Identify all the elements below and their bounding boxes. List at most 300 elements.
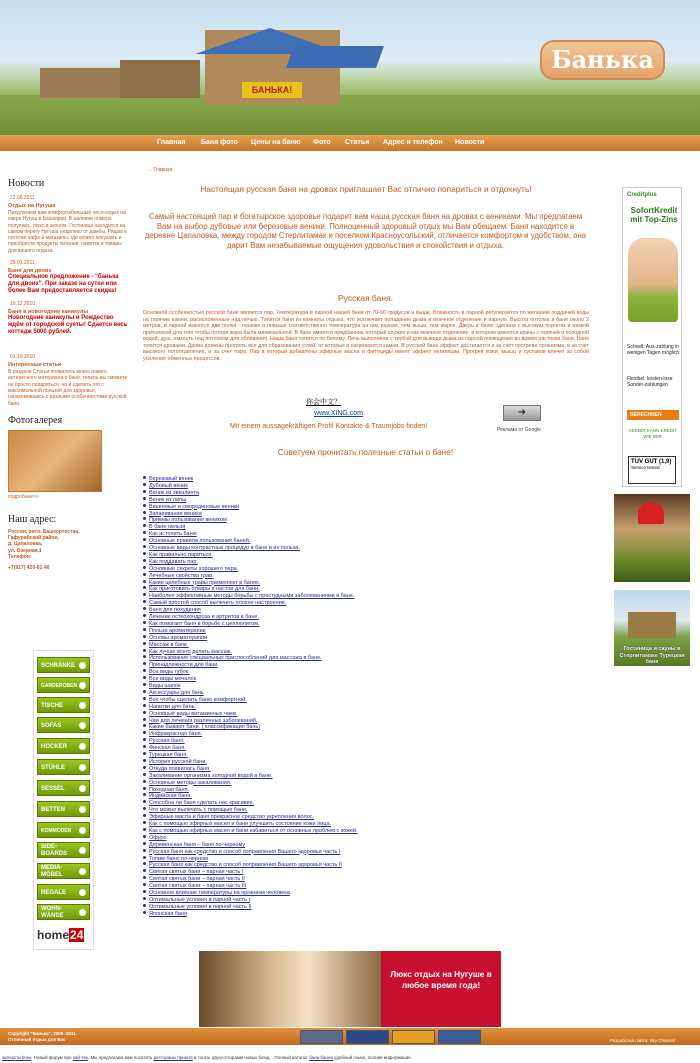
- article-link-label: Лечение остеохондроза и артритов в бане.: [149, 614, 259, 620]
- bullet-icon: [143, 662, 146, 665]
- arrow-icon: [79, 764, 86, 771]
- nav-item-prices[interactable]: Цены на баню: [251, 139, 301, 146]
- article-link[interactable]: [143, 600, 286, 606]
- article-link-label: Как истопить баню: [149, 531, 197, 538]
- article-link[interactable]: [143, 635, 207, 641]
- article-link-label: Индийская баня.: [149, 793, 192, 800]
- article-link[interactable]: [143, 890, 290, 896]
- news-heading: Новости: [8, 178, 45, 189]
- bullet-icon: [143, 573, 146, 576]
- ad-button-label: BETTEN: [41, 807, 65, 813]
- article-link[interactable]: [143, 766, 211, 772]
- article-link-label: Какие целебные травы применяют в банях.: [149, 579, 261, 586]
- article-link[interactable]: [143, 814, 314, 820]
- bullet-icon: [143, 545, 146, 548]
- arrow-icon: [79, 722, 86, 729]
- news-date: 25.01.2011: [10, 260, 35, 267]
- article-link[interactable]: [143, 552, 213, 558]
- counter-badge[interactable]: [392, 1030, 435, 1044]
- article-link[interactable]: [143, 593, 354, 599]
- main-nav: [0, 135, 700, 153]
- article-link[interactable]: [143, 856, 208, 862]
- article-link[interactable]: [143, 580, 260, 586]
- article-link[interactable]: [143, 752, 188, 758]
- ad-text-xing: Mit einem aussagekräftigen Profil Kontakte & Traumjobs finden!: [230, 423, 428, 430]
- article-link-label: Все виды губок.: [149, 669, 190, 676]
- arrow-icon: [79, 868, 86, 875]
- bullet-icon: [143, 869, 146, 872]
- article-link-label: Виды шапок: [149, 683, 181, 689]
- bullet-icon: [143, 856, 146, 859]
- bottom-links: [2, 1055, 411, 1060]
- article-link[interactable]: [143, 621, 260, 627]
- article-link[interactable]: [143, 614, 259, 620]
- article-link-label: Офуро: [149, 834, 167, 841]
- arrow-icon: [79, 743, 86, 750]
- ad-button-label: MEDIA-MÖBEL: [41, 865, 63, 878]
- bullet-icon: [143, 649, 146, 652]
- bullet-icon: [143, 890, 146, 893]
- article-link-label: Откуда появилась баня.: [149, 765, 211, 772]
- article-link-label: Святая святых бани – парная часть III: [149, 883, 247, 890]
- bullet-icon: [143, 773, 146, 776]
- ad-button-label: STÜHLE: [41, 765, 65, 771]
- bullet-icon: [143, 883, 146, 886]
- article-link[interactable]: [143, 531, 197, 537]
- arrow-icon: [79, 806, 86, 813]
- article-link[interactable]: [143, 586, 260, 592]
- article-link-label: Как помогает баня в борьбе с целлюлитом.: [149, 620, 260, 627]
- bullet-icon: [143, 538, 146, 541]
- article-link-label: Основы ароматерапии: [149, 634, 208, 641]
- calculate-button[interactable]: BERECHNEN: [627, 410, 679, 420]
- ad-button-label: WOHN-WÄNDE: [41, 906, 64, 919]
- bullet-icon: [143, 724, 146, 727]
- ad-button-betten[interactable]: [37, 801, 90, 817]
- article-link-label: Вишневые и смородиновые веники: [149, 503, 240, 510]
- ad-button-label: REGALE: [41, 890, 67, 896]
- bullet-icon: [143, 759, 146, 762]
- ad-button-garderoben[interactable]: [37, 677, 90, 693]
- banner-text: Люкс отдых на Нугуше в любое время года!: [381, 951, 501, 1027]
- bullet-icon: [143, 711, 146, 714]
- arrow-icon: [79, 702, 86, 709]
- header-roof-side: [286, 46, 384, 68]
- ad-button-hocker[interactable]: [37, 738, 90, 754]
- bullet-icon: [143, 504, 146, 507]
- ad-slogan: KEINER KANN KREDIT WIE WIR.: [628, 428, 678, 439]
- bullet-icon: [143, 524, 146, 527]
- article-link[interactable]: [143, 628, 206, 634]
- bullet-icon: [143, 600, 146, 603]
- article-link-label: Веник из эвкалипта: [149, 489, 199, 496]
- bullet-icon: [143, 628, 146, 631]
- bullet-icon: [143, 614, 146, 617]
- nav-item-photo[interactable]: Фото: [313, 139, 331, 146]
- bottom-link[interactable]: запчасти bmw: [2, 1055, 32, 1060]
- article-link-label: В бане нельзя: [149, 524, 186, 531]
- article-link-label: Финская баня.: [149, 745, 186, 752]
- ad-button-label: GARDEROBEN: [41, 683, 78, 689]
- bullet-icon: [143, 897, 146, 900]
- header-banner: [0, 0, 700, 135]
- article-link[interactable]: [143, 862, 342, 868]
- hotel-caption: Гостиница и сауны в Стерлитамаке Турецкая баня: [619, 646, 685, 665]
- news-text: Специальное предложение - "банька для двоих". При заказе на сутки или более Вам предоставляется скидка!: [8, 274, 119, 295]
- gallery-more-link[interactable]: подробнее>>: [8, 493, 39, 500]
- article-link[interactable]: [143, 911, 187, 917]
- counter-badge[interactable]: [300, 1030, 343, 1044]
- article-link[interactable]: [143, 490, 199, 496]
- articles-heading: Советуем прочитать полезные статьи о бане!: [277, 447, 454, 457]
- creditplus-ad[interactable]: [622, 187, 682, 487]
- bullet-icon: [143, 580, 146, 583]
- article-link[interactable]: [143, 517, 227, 523]
- santa-hat: [638, 502, 664, 524]
- ad-button-label: HOCKER: [41, 744, 68, 750]
- article-link-label: Веник из липы: [149, 496, 187, 503]
- news-date: 01.10.2010: [10, 354, 36, 361]
- intro-text: Самый настоящий пар и богатырское здоровье подарит вам наша русская баня на дровах с вениками. Мы предлагаем Вам на выбор дубовые или березовые веники. Полноценный здоровый отдых мы Вам обещаем. Баня находится в деревне Цапаловка, между городом Стерлитамак и поселком Красноусольский, отличается комфортом и удобством, она дарит Вам незабываемые ощущения удовольствия и спокойствия и отдыха.: [144, 212, 587, 250]
- address-heading: Наш адрес:: [8, 513, 57, 525]
- article-link-label: Использование специальных приспособлений для массажа в бане.: [149, 655, 322, 662]
- bullet-icon: [143, 497, 146, 500]
- article-link[interactable]: [143, 759, 207, 765]
- article-link[interactable]: [143, 662, 217, 668]
- article-link-label: Как лучше всего делать массаж.: [149, 648, 232, 655]
- article-link[interactable]: [143, 545, 300, 551]
- header-shed: [120, 60, 200, 98]
- article-link-label: Основные правила пользования баней.: [149, 538, 251, 545]
- bullet-icon: [143, 531, 146, 534]
- article-link[interactable]: [143, 849, 340, 855]
- ad-button-kommoden[interactable]: [37, 822, 90, 838]
- article-link[interactable]: [143, 697, 247, 703]
- ad-button-label: SESSEL: [41, 786, 65, 792]
- bullet-icon: [143, 621, 146, 624]
- article-link[interactable]: [143, 676, 196, 682]
- tuv-badge: [628, 456, 676, 484]
- bottom-link[interactable]: хай-тек: [72, 1055, 88, 1060]
- article-link-label: Аксессуары для бань: [149, 689, 204, 696]
- bullet-icon: [143, 835, 146, 838]
- ad-button-sideboards[interactable]: [37, 842, 90, 858]
- article-link[interactable]: [143, 745, 186, 751]
- ad-headline: SofortKredit mit Top-Zins: [630, 206, 678, 224]
- ad-feature: Flexibel: kosten-lose Sonder-zahlungen: [627, 376, 673, 388]
- article-link-label: Принадлежности для бани: [149, 662, 218, 669]
- article-link[interactable]: [143, 876, 245, 882]
- bullet-icon: [143, 800, 146, 803]
- article-link[interactable]: [143, 883, 246, 889]
- article-link-label: Эфирные масла и баня прекрасное средство укрепления волос.: [149, 814, 315, 821]
- nav-item-home[interactable]: Главная: [157, 139, 186, 146]
- arrow-icon: [79, 662, 86, 669]
- article-link[interactable]: [143, 511, 202, 517]
- article-link[interactable]: [143, 704, 196, 710]
- article-link[interactable]: [143, 828, 358, 834]
- bottom-text: и тогать двухсотгорамм новых блюд. . Полный каталог: [192, 1055, 310, 1060]
- bullet-icon: [143, 876, 146, 879]
- article-link-label: История русской бани.: [149, 758, 207, 765]
- article-link[interactable]: [143, 669, 190, 675]
- news-text: В разделе Статьи появилось много нового интересного материала о бане, теперь вы сможете не просто попариться, но и сделать это с максимальной пользой для здоровья, ознакомившись с разными особенностями русской бани.: [8, 369, 128, 407]
- bullet-icon: [143, 807, 146, 810]
- article-link[interactable]: [143, 559, 198, 565]
- ad-feature: Schnell: Aus-zahlung in wenigen Tagen möglich: [627, 344, 680, 356]
- article-link-label: Деревенская баня – баня по-черному: [149, 841, 246, 848]
- article-link-label: Все виды мочалок: [149, 676, 197, 683]
- google-ads-label[interactable]: Реклама от Google: [497, 427, 541, 433]
- ad-button-label: SIDE-BOARDS: [41, 844, 68, 857]
- bullet-icon: [143, 697, 146, 700]
- bullet-icon: [143, 704, 146, 707]
- section-heading: Русская баня.: [338, 293, 393, 303]
- bottom-text: . Новый форум про: [31, 1055, 73, 1060]
- article-link-label: Березовый веник: [149, 476, 194, 482]
- article-link[interactable]: [143, 690, 204, 696]
- bottom-text: удобный поиск, полная информация: [332, 1055, 411, 1060]
- article-link-label: Дубовый веник: [149, 482, 188, 489]
- bullet-icon: [143, 718, 146, 721]
- ad-button-sofas[interactable]: [37, 717, 90, 733]
- article-link-label: Русская баня как средство и способ поправления Вашего здоровья часть II: [149, 862, 342, 869]
- address-line: Гафурийский район,: [8, 535, 59, 542]
- article-link[interactable]: [143, 842, 245, 848]
- article-link[interactable]: [143, 483, 188, 489]
- hotel-sauna-image[interactable]: [614, 590, 690, 666]
- bullet-icon: [143, 828, 146, 831]
- article-link-label: Наиболее эффективные методы борьбы с простудными заболеваниями в бане.: [149, 593, 355, 600]
- article-link[interactable]: [143, 904, 252, 910]
- news-title[interactable]: Интересные статьи: [8, 362, 62, 369]
- ad-link-xing[interactable]: www.XING.com: [314, 410, 364, 417]
- news-text: Новогодние каникулы и Рождество ждём от городской суеты! Сдается весь коттедж 5000 рублей.: [8, 315, 128, 336]
- article-link-label: Польза ароматерапии: [149, 627, 206, 634]
- news-date: 15.12.2010: [10, 301, 36, 308]
- home24-ad[interactable]: [33, 650, 94, 950]
- bullet-icon: [143, 517, 146, 520]
- article-link-label: Оптимальные условия в парной часть I: [149, 896, 250, 903]
- bullet-icon: [143, 793, 146, 796]
- bullet-icon: [143, 862, 146, 865]
- copyright: [8, 1031, 76, 1043]
- article-link-label: Массаж в бане.: [149, 641, 189, 648]
- news-date: 22.06.2011: [10, 195, 35, 201]
- article-link-label: Русская баня.: [149, 738, 185, 745]
- article-link-label: Как приготовить отвары и настои для бани.: [149, 586, 260, 593]
- nav-item-address[interactable]: Адрес и телефон: [383, 139, 443, 146]
- article-link[interactable]: [143, 524, 185, 530]
- article-link-label: Как с помощью эфирных масел и бани улучшить состояние кожи лица.: [149, 821, 332, 827]
- article-link[interactable]: [143, 538, 250, 544]
- article-link[interactable]: [143, 724, 260, 730]
- bullet-icon: [143, 586, 146, 589]
- bullet-icon: [143, 731, 146, 734]
- article-link[interactable]: [143, 780, 231, 786]
- bullet-icon: [143, 566, 146, 569]
- article-link[interactable]: [143, 649, 232, 655]
- copyright-line: Отличный отдых для Вас: [8, 1037, 66, 1042]
- bullet-icon: [143, 745, 146, 748]
- ad-button-schraenke[interactable]: [37, 657, 90, 673]
- article-link[interactable]: [143, 607, 201, 613]
- phone-number: +7(917) 420-81-40: [8, 565, 50, 572]
- article-link[interactable]: [143, 793, 192, 799]
- bullet-icon: [143, 911, 146, 914]
- ad-button-label: TISCHE: [41, 703, 64, 709]
- article-link-label: Японская баня: [149, 910, 187, 917]
- tuv-rating: TÜV GUT (1,9): [631, 459, 672, 465]
- ad-next-arrow-button[interactable]: ➜: [503, 405, 541, 421]
- article-link[interactable]: [143, 566, 238, 572]
- header-grass: [0, 95, 700, 135]
- bullet-icon: [143, 683, 146, 686]
- page-headline: Настоящая русская баня на дровах приглашает Вас отлично попариться и отдохнуть!: [200, 184, 532, 194]
- ad-button-label: SCHRÄNKE: [41, 663, 76, 669]
- article-link-label: Основные секреты хорошего пара.: [149, 565, 239, 572]
- bullet-icon: [143, 766, 146, 769]
- article-link-label: Инфракрасная баня.: [149, 731, 203, 738]
- bullet-icon: [143, 738, 146, 741]
- bullet-icon: [143, 490, 146, 493]
- article-link[interactable]: [143, 476, 193, 482]
- ad-button-regale[interactable]: [37, 884, 90, 900]
- bullet-icon: [143, 635, 146, 638]
- counter-badge[interactable]: [346, 1030, 389, 1044]
- bullet-icon: [143, 904, 146, 907]
- news-title[interactable]: Отдых на Нугуше: [8, 203, 56, 209]
- article-link[interactable]: [143, 835, 167, 841]
- article-link[interactable]: [143, 800, 254, 806]
- home24-logo-text: home: [37, 928, 70, 942]
- home24-logo[interactable]: [37, 928, 90, 946]
- address-block: [8, 529, 128, 572]
- article-link-label: Основное влияние температуры на организм человека: [149, 890, 290, 896]
- tuv-label: Service tested: [631, 465, 660, 470]
- article-link-label: Основные виды витаминных чаев.: [149, 710, 238, 717]
- article-link[interactable]: [143, 773, 273, 779]
- nav-item-bath-photo[interactable]: Баня фото: [201, 139, 238, 146]
- news-title[interactable]: Баня в новогодние каникулы: [8, 309, 89, 316]
- bullet-icon: [143, 483, 146, 486]
- arrow-icon: [79, 889, 86, 896]
- article-link[interactable]: [143, 497, 186, 503]
- header-shed-left: [40, 68, 120, 98]
- article-link[interactable]: [143, 642, 189, 648]
- article-link-label: Приемы пользования веником: [149, 517, 227, 524]
- article-link-label: Оптимальные условия в парной часть II: [149, 903, 252, 910]
- bullet-icon: [143, 655, 146, 658]
- article-link[interactable]: [143, 655, 322, 661]
- article-link-label: Основные методы закаливания.: [149, 779, 232, 786]
- article-link[interactable]: [143, 897, 250, 903]
- bottom-link[interactable]: рестораны приюта: [153, 1055, 193, 1060]
- article-link-label: Русская баня как средство и способ поправления Вашего здоровья часть I: [149, 848, 341, 855]
- bullet-icon: [143, 607, 146, 610]
- article-link[interactable]: [143, 718, 257, 724]
- article-link-label: Закаливание организма холодной водой в бане.: [149, 772, 273, 779]
- gallery-heading: Фотогалерея: [8, 414, 63, 426]
- article-link-label: Святая святых бани – парная часть I: [149, 869, 244, 876]
- article-link[interactable]: [143, 821, 331, 827]
- arrow-icon: [79, 785, 86, 792]
- article-link[interactable]: [143, 807, 248, 813]
- article-link-label: Турецкая баня.: [149, 752, 188, 758]
- hotel-house: [628, 612, 676, 638]
- site-logo[interactable]: Банька: [540, 40, 665, 80]
- article-link[interactable]: [143, 711, 237, 717]
- article-link-label: Как правильно париться.: [149, 551, 213, 558]
- bullet-icon: [143, 780, 146, 783]
- ad-button-sessel[interactable]: [37, 780, 90, 796]
- article-link-label: Баня для похудения: [149, 607, 201, 614]
- bullet-icon: [143, 552, 146, 555]
- arrow-icon: [79, 909, 86, 916]
- article-link[interactable]: [143, 683, 180, 689]
- article-link[interactable]: [143, 731, 202, 737]
- santa-sauna-image[interactable]: [614, 494, 690, 582]
- bullet-icon: [143, 669, 146, 672]
- ad-link-chinese[interactable]: 你会中文？: [306, 399, 341, 406]
- address-line: д. Цапаловка,: [8, 541, 43, 548]
- ad-button-label: KOMMODEN: [41, 828, 72, 834]
- bullet-icon: [143, 559, 146, 562]
- bottom-text: . Мы предлагаем вам посетить: [87, 1055, 154, 1060]
- news-title[interactable]: Баня для двоих: [8, 268, 52, 275]
- breadcrumb[interactable]: → Главная: [147, 167, 173, 173]
- bottom-link[interactable]: бани банна: [309, 1055, 333, 1060]
- article-link-label: Какие бывают бани. ( классификация бань): [149, 724, 261, 731]
- article-link-label: Топим баню по-черном: [149, 855, 208, 862]
- bullet-icon: [143, 842, 146, 845]
- nav-item-news[interactable]: Новости: [455, 139, 485, 146]
- counter-badge[interactable]: [438, 1030, 481, 1044]
- header-house-sign: БАНЬКА!: [242, 82, 302, 98]
- ad-button-wohnwaende[interactable]: [37, 904, 90, 920]
- bullet-icon: [143, 787, 146, 790]
- article-link[interactable]: [143, 869, 243, 875]
- article-link-label: Лечебные свойства трав.: [149, 572, 214, 579]
- bullet-icon: [143, 849, 146, 852]
- article-link[interactable]: [143, 738, 185, 744]
- article-link[interactable]: [143, 573, 214, 579]
- article-link[interactable]: [143, 504, 239, 510]
- ad-button-stuehle[interactable]: [37, 759, 90, 775]
- ad-button-label: SOFAS: [41, 723, 62, 729]
- nugush-banner[interactable]: [199, 951, 501, 1027]
- article-link-label: Чаи для лечения различных заболеваний.: [149, 717, 258, 724]
- left-sidebar: [8, 178, 128, 572]
- counter-badges: [300, 1030, 481, 1044]
- article-link-label: Походная баня.: [149, 786, 190, 793]
- bullet-icon: [143, 593, 146, 596]
- article-link-label: Запаривание веника: [149, 510, 202, 517]
- developer-credit[interactable]: Разработка сайта: Sky Channel: [610, 1038, 676, 1043]
- bullet-icon: [143, 752, 146, 755]
- ad-button-tische[interactable]: [37, 697, 90, 713]
- copyright-line: Copyright "Банька", 2009 -2011: [8, 1031, 76, 1036]
- gallery-thumbnail[interactable]: [8, 430, 102, 492]
- creditplus-logo: Creditplus: [627, 192, 657, 198]
- article-link[interactable]: [143, 787, 189, 793]
- ad-button-mediamoebel[interactable]: [37, 863, 90, 879]
- body-text: Основной особенностью русской бани является пар. Температура в парной нашей бани от 70-90 градусов и выше. Влажность в парной регулируется по желанию поддачей воды на горячие камни, расположенные над печью. Топится баня из комнаты отдыха, что исключает попадание дыма в моечное отделение и парную. Высота потолка в бане около 2 метров, в парной имеются две полки - пониже и повыше соответственно температура на них разная, чем выше, тем жарче. Дверь в баню сделана с высоким порогом и низкой притолокой для того чтобы потеря жара была минимальной. В бане имеется предбанник, который служит и как моечное отделение, в котором имеются краны с горячей и холодной водой, душ, емкость над потолком для обливания. Наша баня топится по белому. Печь выполнена с трубой для вывода дыма из парной помещения во время растопки бани. Баня топится дровами. Дрова должны прогреть все для образования углей, от которых и нагреваются камни. В русской бане эффект достигается и за счет прогрева организма, и за счет высокого потоотделения, и за счет пара. Пар в который добавлены эфирные масла и фитоциды имеет эффект ингаляции. Прогрев кожи, мышц и суставов влечет за собой усиление обменных процессов.: [143, 310, 589, 362]
- address-line: Телефон:: [8, 554, 32, 561]
- banner-room-image: [199, 951, 381, 1027]
- bullet-icon: [143, 642, 146, 645]
- nav-item-articles[interactable]: Статьи: [345, 139, 370, 146]
